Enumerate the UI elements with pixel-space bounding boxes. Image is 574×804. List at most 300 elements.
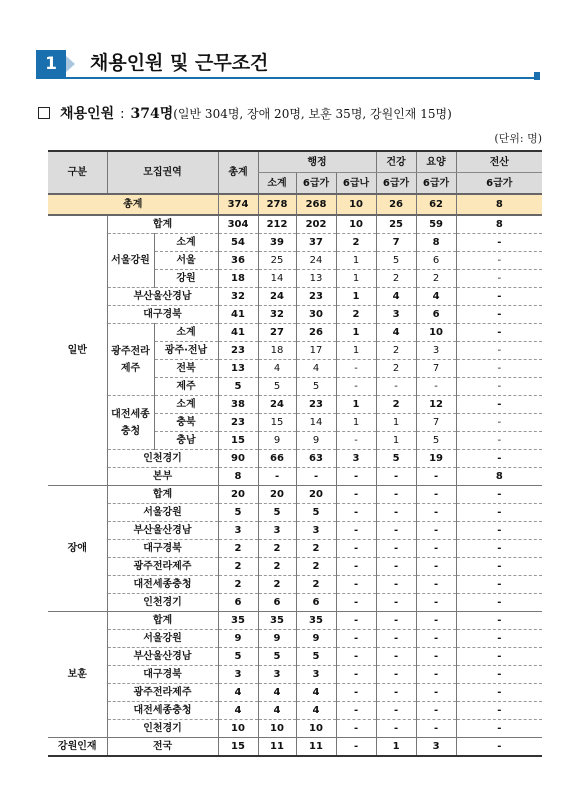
- cell: 5: [376, 252, 416, 270]
- hiring-table: [48, 150, 542, 757]
- header-total: 총계: [218, 151, 258, 194]
- cell: -: [336, 378, 376, 396]
- table-row: [48, 468, 542, 486]
- cell: 63: [296, 450, 336, 468]
- cell: 9: [296, 630, 336, 648]
- cell: 30: [296, 306, 336, 324]
- cell: -: [456, 702, 542, 720]
- cell: 9: [258, 630, 296, 648]
- cell: 2: [218, 576, 258, 594]
- total-row: [48, 194, 542, 215]
- cell: 23: [296, 288, 336, 306]
- cell: 4: [376, 288, 416, 306]
- cell: 4: [376, 324, 416, 342]
- cell: -: [336, 666, 376, 684]
- cell: -: [376, 612, 416, 630]
- cell: -: [336, 594, 376, 612]
- cell: -: [456, 252, 542, 270]
- cell: 3: [296, 522, 336, 540]
- row-label: 인천경기: [107, 594, 218, 612]
- cell: -: [456, 540, 542, 558]
- header-sub: 6급가: [376, 173, 416, 195]
- subgroup-label: 광주전라제주: [107, 324, 154, 396]
- row-label: 합계: [107, 612, 218, 630]
- cell: -: [336, 630, 376, 648]
- cell: 15: [218, 432, 258, 450]
- cell: 2: [336, 306, 376, 324]
- cell: -: [416, 378, 456, 396]
- cell: -: [456, 522, 542, 540]
- row-label: 소계: [154, 396, 218, 414]
- cell: 6: [416, 252, 456, 270]
- cell: -: [456, 576, 542, 594]
- cell: 5: [296, 378, 336, 396]
- cell: -: [376, 504, 416, 522]
- row-label: 서울: [154, 252, 218, 270]
- cell: 278: [258, 194, 296, 215]
- summary-detail: (일반 304명, 장애 20명, 보훈 35명, 강원인재 15명): [173, 107, 452, 121]
- cell: -: [456, 666, 542, 684]
- cell: -: [416, 630, 456, 648]
- cell: -: [416, 558, 456, 576]
- table-row: [48, 558, 542, 576]
- section-arrow-icon: [66, 56, 75, 72]
- cell: 1: [336, 324, 376, 342]
- cell: -: [456, 720, 542, 738]
- cell: 15: [258, 414, 296, 432]
- cell: -: [456, 738, 542, 757]
- cell: 3: [416, 342, 456, 360]
- row-label: 소계: [154, 234, 218, 252]
- cell: 11: [258, 738, 296, 757]
- cell: 38: [218, 396, 258, 414]
- cell: 3: [258, 522, 296, 540]
- cell: -: [376, 684, 416, 702]
- row-label: 합계: [107, 215, 218, 234]
- row-label: 전국: [107, 738, 218, 757]
- cell: 8: [456, 215, 542, 234]
- cell: 4: [296, 684, 336, 702]
- cell: 10: [336, 194, 376, 215]
- group-disabled: [48, 486, 542, 612]
- cell: -: [416, 468, 456, 486]
- cell: 2: [258, 558, 296, 576]
- summary-label: 채용인원: [60, 106, 115, 122]
- cell: -: [376, 630, 416, 648]
- cell: -: [416, 702, 456, 720]
- cell: -: [336, 702, 376, 720]
- cell: -: [336, 432, 376, 450]
- row-label: 제주: [154, 378, 218, 396]
- row-label: 광주·전남: [154, 342, 218, 360]
- cell: 20: [296, 486, 336, 504]
- cell: 10: [416, 324, 456, 342]
- hiring-summary: [38, 104, 452, 125]
- cell: -: [416, 522, 456, 540]
- cell: 13: [218, 360, 258, 378]
- row-label: 부산울산경남: [107, 288, 218, 306]
- cell: -: [416, 612, 456, 630]
- cell: 1: [376, 414, 416, 432]
- row-label: 광주전라제주: [107, 684, 218, 702]
- checkbox-square-icon: [38, 107, 50, 119]
- cell: 2: [296, 558, 336, 576]
- cell: 23: [296, 396, 336, 414]
- cell: -: [376, 576, 416, 594]
- cell: 8: [218, 468, 258, 486]
- cell: -: [336, 504, 376, 522]
- cell: -: [416, 486, 456, 504]
- cell: 10: [336, 215, 376, 234]
- cell: 5: [258, 504, 296, 522]
- cell: 6: [218, 594, 258, 612]
- cell: 4: [258, 702, 296, 720]
- header-region: 모집권역: [107, 151, 218, 194]
- cell: 4: [218, 684, 258, 702]
- header-sub: 소계: [258, 173, 296, 195]
- header-haengjeong: 행정: [258, 151, 376, 173]
- cell: 5: [258, 378, 296, 396]
- cell: 4: [258, 684, 296, 702]
- cell: 32: [218, 288, 258, 306]
- row-label: 합계: [107, 486, 218, 504]
- cell: 1: [336, 414, 376, 432]
- cell: 41: [218, 324, 258, 342]
- cell: -: [336, 558, 376, 576]
- header-sub: 6급나: [336, 173, 376, 195]
- cell: 24: [296, 252, 336, 270]
- cell: -: [456, 684, 542, 702]
- cell: 13: [296, 270, 336, 288]
- cell: 37: [296, 234, 336, 252]
- cell: -: [456, 360, 542, 378]
- cell: 2: [296, 576, 336, 594]
- table-row: [48, 504, 542, 522]
- cell: 2: [376, 342, 416, 360]
- cell: 6: [296, 594, 336, 612]
- cell: 4: [416, 288, 456, 306]
- row-label: 부산울산경남: [107, 522, 218, 540]
- cell: 2: [376, 396, 416, 414]
- cell: 2: [336, 234, 376, 252]
- row-label: 인천경기: [107, 720, 218, 738]
- group-label: 일반: [48, 215, 107, 486]
- cell: 1: [336, 270, 376, 288]
- cell: -: [456, 648, 542, 666]
- table-row: [48, 540, 542, 558]
- row-label: 대구경북: [107, 666, 218, 684]
- header-geongang: 건강: [376, 151, 416, 173]
- cell: 2: [258, 540, 296, 558]
- cell: -: [376, 558, 416, 576]
- cell: 8: [456, 468, 542, 486]
- cell: 41: [218, 306, 258, 324]
- cell: 5: [296, 504, 336, 522]
- cell: 212: [258, 215, 296, 234]
- cell: 3: [416, 738, 456, 757]
- cell: -: [376, 540, 416, 558]
- header-gubun: 구분: [48, 151, 107, 194]
- cell: -: [456, 630, 542, 648]
- cell: 5: [218, 648, 258, 666]
- cell: 5: [376, 450, 416, 468]
- cell: 17: [296, 342, 336, 360]
- cell: 54: [218, 234, 258, 252]
- cell: 19: [416, 450, 456, 468]
- table-header: [48, 151, 542, 194]
- cell: -: [456, 234, 542, 252]
- cell: 10: [258, 720, 296, 738]
- header-yoyang: 요양: [416, 151, 456, 173]
- table-row: [48, 594, 542, 612]
- cell: 10: [218, 720, 258, 738]
- group-gangwon: [48, 738, 542, 757]
- table-row: [48, 324, 542, 342]
- cell: 9: [258, 432, 296, 450]
- cell: 9: [296, 432, 336, 450]
- group-label: 장애: [48, 486, 107, 612]
- row-label: 광주전라제주: [107, 558, 218, 576]
- table-row: [48, 720, 542, 738]
- section-title: 채용인원 및 근무조건: [90, 52, 269, 74]
- cell: 4: [218, 702, 258, 720]
- cell: 3: [218, 522, 258, 540]
- cell: 2: [218, 540, 258, 558]
- cell: 1: [336, 396, 376, 414]
- cell: 268: [296, 194, 336, 215]
- section-underline-end: [534, 72, 540, 80]
- cell: 1: [376, 432, 416, 450]
- cell: -: [456, 594, 542, 612]
- row-label: 소계: [154, 324, 218, 342]
- row-label: 대구경북: [107, 540, 218, 558]
- cell: 5: [218, 378, 258, 396]
- cell: 66: [258, 450, 296, 468]
- table-row: [48, 684, 542, 702]
- cell: -: [416, 540, 456, 558]
- cell: 35: [258, 612, 296, 630]
- cell: -: [336, 684, 376, 702]
- table-row: [48, 576, 542, 594]
- row-label: 대전세종충청: [107, 576, 218, 594]
- row-label: 대전세종충청: [107, 702, 218, 720]
- cell: 5: [416, 432, 456, 450]
- cell: -: [416, 648, 456, 666]
- row-label: 인천경기: [107, 450, 218, 468]
- cell: -: [376, 468, 416, 486]
- cell: -: [416, 684, 456, 702]
- cell: 25: [258, 252, 296, 270]
- cell: 2: [376, 360, 416, 378]
- subgroup-label: 대전세종충청: [107, 396, 154, 450]
- cell: -: [456, 450, 542, 468]
- cell: 5: [218, 504, 258, 522]
- cell: 2: [296, 540, 336, 558]
- cell: 3: [258, 666, 296, 684]
- cell: 14: [258, 270, 296, 288]
- cell: 26: [376, 194, 416, 215]
- cell: 24: [258, 396, 296, 414]
- cell: -: [456, 486, 542, 504]
- cell: 3: [296, 666, 336, 684]
- cell: 12: [416, 396, 456, 414]
- table-row: [48, 522, 542, 540]
- cell: -: [456, 612, 542, 630]
- group-general: [48, 215, 542, 486]
- row-label: 충남: [154, 432, 218, 450]
- header-sub: 6급가: [456, 173, 542, 195]
- cell: -: [456, 342, 542, 360]
- table-row: [48, 288, 542, 306]
- cell: 8: [416, 234, 456, 252]
- cell: 62: [416, 194, 456, 215]
- cell: -: [456, 306, 542, 324]
- cell: 4: [296, 360, 336, 378]
- cell: 36: [218, 252, 258, 270]
- cell: 59: [416, 215, 456, 234]
- cell: 7: [416, 360, 456, 378]
- cell: -: [296, 468, 336, 486]
- table-row: [48, 396, 542, 414]
- cell: 3: [218, 666, 258, 684]
- row-label: 부산울산경남: [107, 648, 218, 666]
- cell: 2: [416, 270, 456, 288]
- cell: 2: [376, 270, 416, 288]
- group-veterans: [48, 612, 542, 738]
- table-row: [48, 612, 542, 630]
- table-body: [48, 194, 542, 215]
- table-row: [48, 306, 542, 324]
- row-label: 본부: [107, 468, 218, 486]
- cell: -: [336, 648, 376, 666]
- table-row: [48, 702, 542, 720]
- cell: 24: [258, 288, 296, 306]
- cell: -: [416, 576, 456, 594]
- cell: 5: [258, 648, 296, 666]
- cell: -: [336, 738, 376, 757]
- cell: 9: [218, 630, 258, 648]
- cell: -: [336, 468, 376, 486]
- cell: -: [258, 468, 296, 486]
- cell: -: [336, 720, 376, 738]
- cell: -: [336, 486, 376, 504]
- cell: 15: [218, 738, 258, 757]
- cell: -: [336, 360, 376, 378]
- row-label: 강원: [154, 270, 218, 288]
- cell: 32: [258, 306, 296, 324]
- summary-total: 374명: [130, 106, 174, 122]
- subgroup-label: 서울강원: [107, 234, 154, 288]
- cell: 2: [258, 576, 296, 594]
- cell: -: [416, 720, 456, 738]
- header-sub: 6급가: [416, 173, 456, 195]
- cell: 1: [336, 288, 376, 306]
- table-row: [48, 450, 542, 468]
- cell: 7: [376, 234, 416, 252]
- cell: -: [376, 522, 416, 540]
- table-row: [48, 215, 542, 234]
- cell: 20: [258, 486, 296, 504]
- cell: 1: [336, 252, 376, 270]
- cell: -: [456, 558, 542, 576]
- cell: -: [456, 270, 542, 288]
- cell: 8: [456, 194, 542, 215]
- row-label: 충북: [154, 414, 218, 432]
- cell: 39: [258, 234, 296, 252]
- cell: 2: [218, 558, 258, 576]
- cell: -: [416, 594, 456, 612]
- cell: 4: [258, 360, 296, 378]
- cell: 26: [296, 324, 336, 342]
- cell: -: [336, 540, 376, 558]
- cell: 20: [218, 486, 258, 504]
- cell: -: [456, 324, 542, 342]
- table-row: [48, 234, 542, 252]
- cell: -: [336, 612, 376, 630]
- row-label: 서울강원: [107, 630, 218, 648]
- cell: 35: [218, 612, 258, 630]
- cell: -: [376, 666, 416, 684]
- cell: -: [376, 720, 416, 738]
- section-underline: [36, 77, 536, 79]
- cell: 18: [218, 270, 258, 288]
- cell: 10: [296, 720, 336, 738]
- header-sub: 6급가: [296, 173, 336, 195]
- row-label: 서울강원: [107, 504, 218, 522]
- cell: 23: [218, 414, 258, 432]
- table-row: [48, 486, 542, 504]
- cell: 25: [376, 215, 416, 234]
- cell: -: [456, 414, 542, 432]
- header-jeonsan: 전산: [456, 151, 542, 173]
- cell: 3: [336, 450, 376, 468]
- cell: -: [376, 594, 416, 612]
- cell: 3: [376, 306, 416, 324]
- cell: 6: [258, 594, 296, 612]
- cell: 6: [416, 306, 456, 324]
- cell: -: [456, 504, 542, 522]
- row-label: 대구경북: [107, 306, 218, 324]
- cell: -: [336, 522, 376, 540]
- row-label: 전북: [154, 360, 218, 378]
- cell: -: [456, 378, 542, 396]
- cell: 14: [296, 414, 336, 432]
- summary-colon: :: [120, 107, 125, 122]
- unit-note: (단위: 명): [494, 132, 542, 145]
- cell: -: [336, 576, 376, 594]
- cell: -: [376, 378, 416, 396]
- table-row: [48, 630, 542, 648]
- group-label: 보훈: [48, 612, 107, 738]
- cell: 11: [296, 738, 336, 757]
- cell: -: [416, 666, 456, 684]
- cell: -: [376, 702, 416, 720]
- section-header: [36, 48, 540, 80]
- cell: 7: [416, 414, 456, 432]
- cell: 5: [296, 648, 336, 666]
- cell: -: [376, 486, 416, 504]
- table-row: [48, 666, 542, 684]
- table-row: [48, 738, 542, 757]
- cell: 4: [296, 702, 336, 720]
- cell: -: [376, 648, 416, 666]
- cell: 23: [218, 342, 258, 360]
- cell: 1: [376, 738, 416, 757]
- cell: 35: [296, 612, 336, 630]
- cell: -: [456, 288, 542, 306]
- cell: 18: [258, 342, 296, 360]
- total-label: 총계: [48, 194, 218, 215]
